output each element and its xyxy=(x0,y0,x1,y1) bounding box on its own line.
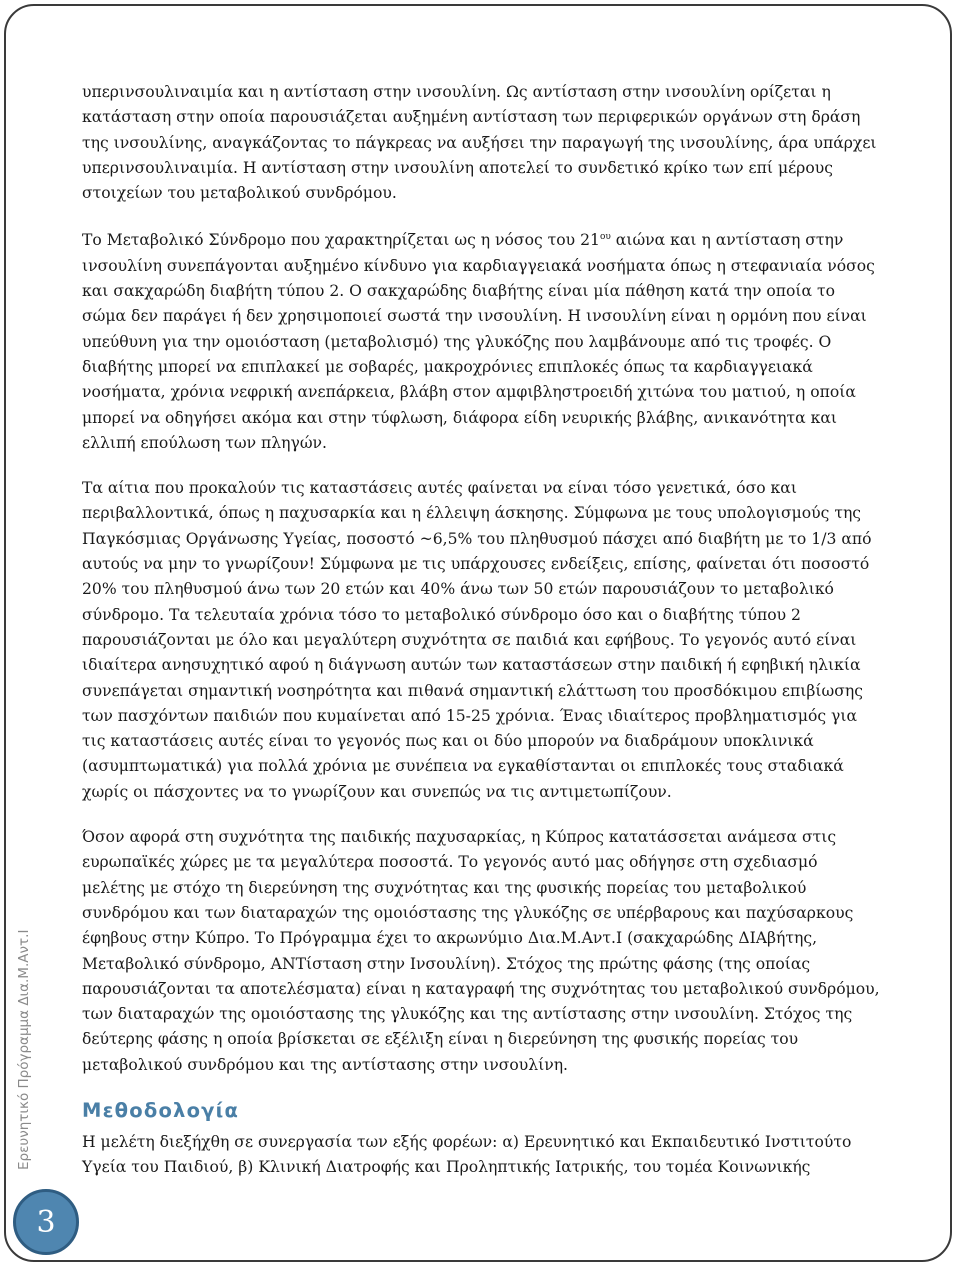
paragraph-metabolic-syndrome xyxy=(82,228,882,456)
paragraph-causes: Τα αίτια που προκαλούν τις καταστάσεις αυτές φαίνεται να είναι τόσο γενετικά, όσο και περιβαλλοντικά, όπως η παχυσαρκία και η έλλειψη άσκησης. Σύμφωνα με τους υπολογισμούς της Παγκόσμιας Οργάνωσης Υγείας, ποσοστό ~6,5% του πληθυσμού πάσχει από διαβήτη με το 1/3 από αυτούς να μην το γνωρίζουν! Σύμφωνα με τις υπάρχουσες ενδείξεις, επίσης, φαίνεται ότι ποσοστό 20% του πληθυσμού άνω των 20 ετών και 40% άνω των 50 ετών παρουσιάζουν το μεταβολικό σύνδρομο. Τα τελευταία χρόνια τόσο το μεταβολικό σύνδρομο όσο και ο διαβήτης τύπου 2 παρουσιάζονται με όλο και μεγαλύτερη συχνότητα σε παιδιά και εφήβους. Το γεγονός αυτό είναι ιδιαίτερα ανησυχητικό αφού η διάγνωση αυτών των καταστάσεων στην παιδική ή εφηβική ηλικία συνεπάγεται σημαντική νοσηρότητα και πιθανά σημαντική ελάττωση του προσδόκιμου επιβίωσης των πασχόντων παιδιών που κυμαίνεται από 15-25 χρόνια. Ένας ιδιαίτερος προβληματισμός για τις καταστάσεις αυτές είναι το γεγονός πως και οι δύο μπορούν να διαδράμουν υποκλινικά (ασυμπτωματικά) για πολλά χρόνια με συνέπεια να εγκαθίστανται οι επιπλοκές τους σταδιακά χωρίς οι πάσχοντες να το γνωρίζουν και συνεπώς να τις αντιμετωπίζουν. xyxy=(82,479,872,801)
vertical-program-label: Ερευνητικό Πρόγραμμα Δια.Μ.Αντ.Ι xyxy=(16,929,32,1170)
paragraph-text: Το Μεταβολικό Σύνδρομο που χαρακτηρίζεται ως η νόσος του 21 xyxy=(82,231,600,250)
section-heading-methodology: Μεθοδολογία xyxy=(82,1098,240,1122)
paragraph-text: αιώνα και η αντίσταση στην ινσουλίνη συνεπάγονται αυξημένο κίνδυνο για καρδιαγγειακά νοσήματα όπως η στεφανιαία νόσος και σακχαρώδη διαβήτη τύπου 2. Ο σακχαρώδης διαβήτης είναι μία πάθηση κατά την οποία το σώμα δεν παράγει ή δεν χρησιμοποιεί σωστά την ινσουλίνη. Η ινσουλίνη είναι η ορμόνη που είναι υπεύθυνη για την ομοιόσταση (μεταβολισμό) της γλυκόζης που λαμβάνουμε από τις τροφές. Ο διαβήτης μπορεί να επιπλακεί με σοβαρές, μακροχρόνιες επιπλοκές όπως τα καρδιαγγειακά νοσήματα, χρόνια νεφρική ανεπάρκεια, βλάβη στον αμφιβληστροειδή χιτώνα του ματιού, η οποία μπορεί να οδηγήσει ακόμα και στην τύφλωση, διάφορα είδη νευρικής βλάβης, ανικανότητα και ελλιπή επούλωση των πληγών. xyxy=(82,231,875,452)
document-body xyxy=(82,80,882,1201)
superscript: ου xyxy=(599,232,611,243)
paragraph-intro: υπερινσουλιναιμία και η αντίσταση στην ινσουλίνη. Ως αντίσταση στην ινσουλίνη ορίζεται η κατάσταση στην οποία παρουσιάζεται αυξημένη αντίσταση των περιφερικών οργάνων στη δράση της ινσουλίνης, αναγκάζοντας το πάγκρεας να αυξήσει την παραγωγή της ινσουλίνης, άρα υπάρχει υπερινσουλιναιμία. Η αντίσταση στην ινσουλίνη αποτελεί το συνδετικό κρίκο των επί μέρους στοιχείων του μεταβολικού συνδρόμου. xyxy=(82,83,877,203)
paragraph-cyprus: Όσον αφορά στη συχνότητα της παιδικής παχυσαρκίας, η Κύπρος κατατάσσεται ανάμεσα στις ευρωπαϊκές χώρες με τα μεγαλύτερα ποσοστά. Το γεγονός αυτό μας οδήγησε στη σχεδιασμό μελέτης με στόχο τη διερεύνηση της συχνότητας και της φυσικής πορείας του μεταβολικού συνδρόμου και των διαταραχών της ομοιόστασης της γλυκόζης σε υπέρβαρους και παχύσαρκους έφηβους στην Κύπρο. Το Πρόγραμμα έχει το ακρωνύμιο Δια.Μ.Αντ.Ι (σακχαρώδης ΔΙΑβήτης, Μεταβολικό σύνδρομο, ΑΝΤίσταση στην Ινσουλίνη). Στόχος της πρώτης φάσης (της οποίας παρουσιάζονται τα αποτελέσματα) είναι η καταγραφή της συχνότητας του μεταβολικού συνδρόμου, των διαταραχών της ομοιόστασης της γλυκόζης και της αντίστασης στην ινσουλίνη. Στόχος της δεύτερης φάσης η οποία βρίσκεται σε εξέλιξη είναι η διερεύνηση της φυσικής πορείας του μεταβολικού συνδρόμου και της αντίστασης στην ινσουλίνη. xyxy=(82,828,880,1074)
paragraph-methodology: Η μελέτη διεξήχθη σε συνεργασία των εξής φορέων: α) Ερευνητικό και Εκπαιδευτικό Ινστιτούτο Υγεία του Παιδιού, β) Κλινική Διατροφής και Προληπτικής Ιατρικής, του τομέα Κοινωνικής xyxy=(82,1132,852,1177)
page-number-badge xyxy=(13,1189,79,1255)
page-number: 3 xyxy=(36,1204,56,1240)
